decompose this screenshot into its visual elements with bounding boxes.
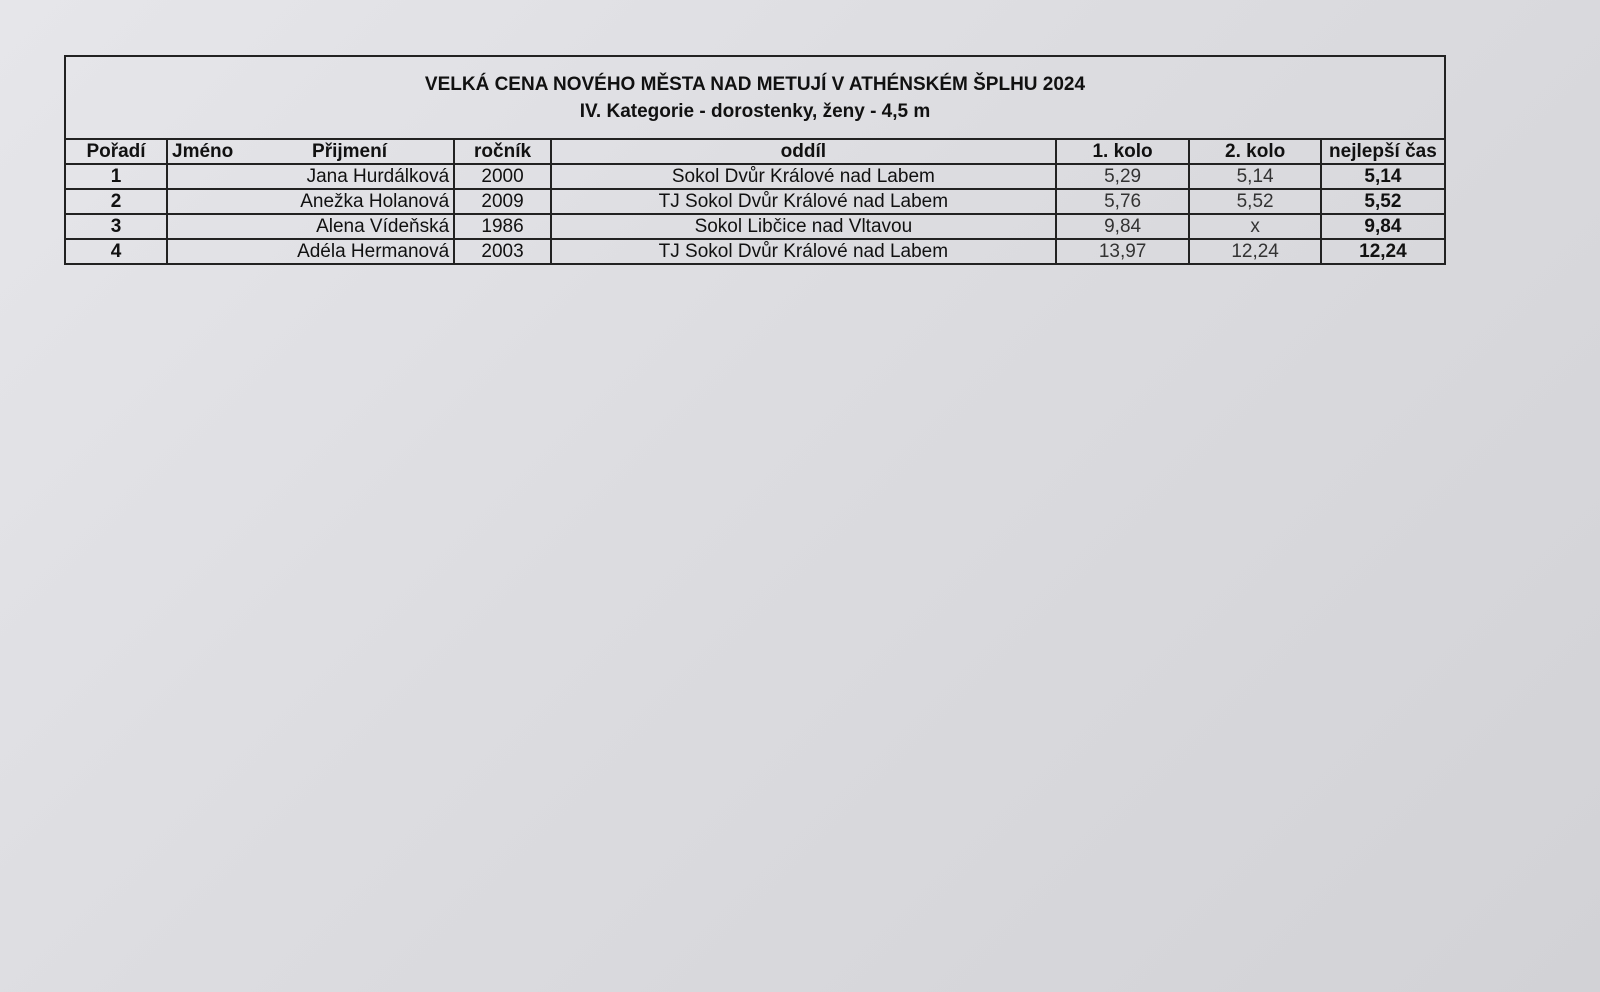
cell-name: Jana Hurdálková [167, 164, 454, 189]
document-title: VELKÁ CENA NOVÉHO MĚSTA NAD METUJÍ V ATHÉNSKÉM ŠPLHU 2024 [424, 74, 1086, 95]
cell-best: 5,52 [1321, 189, 1445, 214]
title-box [64, 55, 1446, 138]
cell-best: 12,24 [1321, 239, 1445, 264]
header-first-name: Jméno [172, 141, 234, 162]
cell-best: 5,14 [1321, 164, 1445, 189]
cell-round1: 5,76 [1056, 189, 1190, 214]
cell-round1: 5,29 [1056, 164, 1190, 189]
cell-year: 2003 [454, 239, 551, 264]
table-row [65, 239, 1445, 264]
header-round2: 2. kolo [1189, 139, 1320, 164]
cell-club: TJ Sokol Dvůr Králové nad Labem [551, 189, 1056, 214]
cell-rank: 4 [65, 239, 167, 264]
cell-club: Sokol Dvůr Králové nad Labem [551, 164, 1056, 189]
header-best: nejlepší čas [1321, 139, 1445, 164]
results-sheet [64, 55, 1446, 265]
cell-round2: 5,52 [1189, 189, 1320, 214]
cell-name: Anežka Holanová [167, 189, 454, 214]
cell-rank: 3 [65, 214, 167, 239]
cell-round2: 12,24 [1189, 239, 1320, 264]
cell-round2: 5,14 [1189, 164, 1320, 189]
cell-year: 2000 [454, 164, 551, 189]
results-table [64, 138, 1446, 265]
cell-rank: 2 [65, 189, 167, 214]
header-club: oddíl [551, 139, 1056, 164]
cell-best: 9,84 [1321, 214, 1445, 239]
header-last-name: Přijmení [312, 141, 387, 162]
cell-name: Adéla Hermanová [167, 239, 454, 264]
cell-club: TJ Sokol Dvůr Králové nad Labem [551, 239, 1056, 264]
cell-round2: x [1189, 214, 1320, 239]
header-rank: Pořadí [65, 139, 167, 164]
cell-rank: 1 [65, 164, 167, 189]
cell-club: Sokol Libčice nad Vltavou [551, 214, 1056, 239]
cell-year: 1986 [454, 214, 551, 239]
cell-name: Alena Vídeňská [167, 214, 454, 239]
table-row [65, 189, 1445, 214]
table-row [65, 214, 1445, 239]
header-year: ročník [454, 139, 551, 164]
cell-round1: 9,84 [1056, 214, 1190, 239]
cell-year: 2009 [454, 189, 551, 214]
category-subtitle: IV. Kategorie - dorostenky, ženy - 4,5 m [579, 101, 931, 122]
header-row [65, 139, 1445, 164]
header-round1: 1. kolo [1056, 139, 1190, 164]
header-name [167, 139, 454, 164]
table-row [65, 164, 1445, 189]
cell-round1: 13,97 [1056, 239, 1190, 264]
